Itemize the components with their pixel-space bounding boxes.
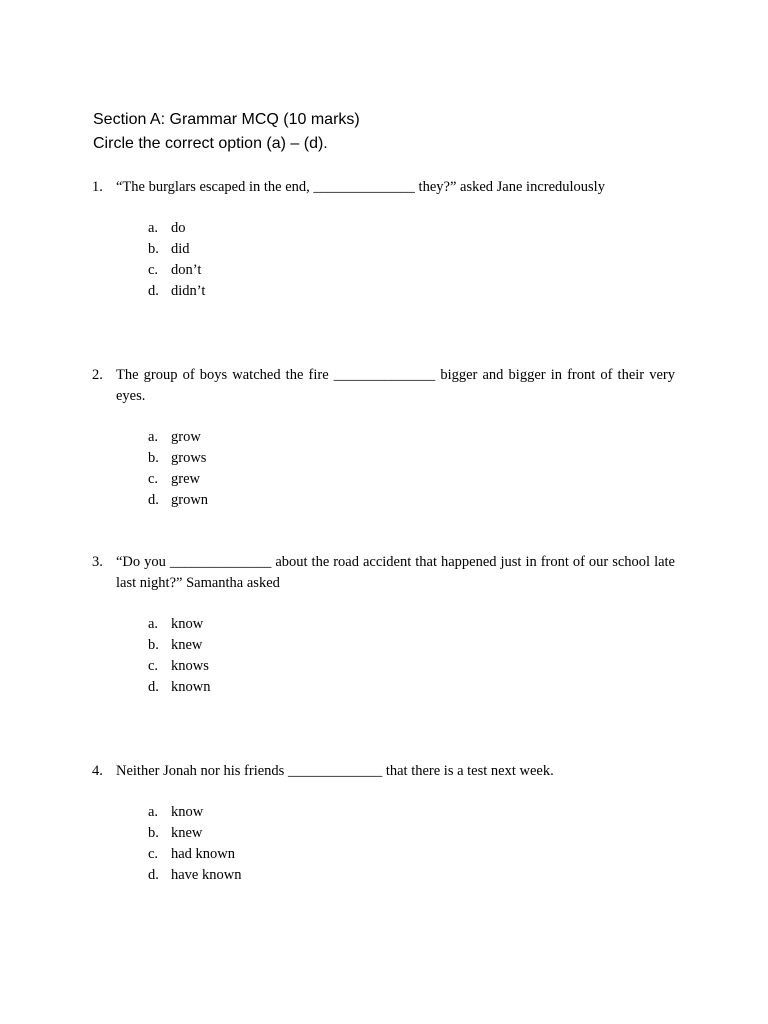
- option-letter: a.: [148, 220, 159, 236]
- option-text: know: [171, 616, 204, 632]
- option-letter: c.: [148, 658, 159, 674]
- option-text: don’t: [171, 262, 202, 278]
- question-text: “The burglars escaped in the end, ______________ they?” asked Jane incredulously: [116, 179, 605, 195]
- option-d[interactable]: [148, 865, 675, 886]
- option-b[interactable]: [148, 448, 675, 469]
- options-list: [92, 802, 675, 886]
- option-d[interactable]: [148, 281, 675, 302]
- options-list: [92, 427, 675, 511]
- options-list: [92, 614, 675, 698]
- option-letter: b.: [148, 241, 159, 257]
- question-3: [92, 552, 675, 698]
- option-letter: b.: [148, 825, 159, 841]
- option-text: do: [171, 220, 186, 236]
- question-number: 1.: [92, 179, 103, 195]
- options-list: [92, 218, 675, 302]
- option-letter: d.: [148, 679, 159, 695]
- option-d[interactable]: [148, 490, 675, 511]
- question-text: Neither Jonah nor his friends _____________ that there is a test next week.: [116, 763, 554, 779]
- question-stem: [92, 761, 675, 782]
- option-letter: a.: [148, 804, 159, 820]
- option-c[interactable]: [148, 656, 675, 677]
- question-stem: [92, 552, 675, 594]
- option-text: grew: [171, 471, 200, 487]
- question-number: 3.: [92, 554, 103, 570]
- option-text: knew: [171, 637, 203, 653]
- option-text: did: [171, 241, 190, 257]
- section-instruction: Circle the correct option (a) – (d).: [93, 135, 328, 152]
- section-heading: [93, 108, 360, 156]
- option-letter: d.: [148, 492, 159, 508]
- question-text: The group of boys watched the fire ______________ bigger and bigger in front of their very eyes.: [116, 367, 675, 404]
- option-text: grow: [171, 429, 201, 445]
- option-text: known: [171, 679, 211, 695]
- option-letter: a.: [148, 616, 159, 632]
- question-number: 4.: [92, 763, 103, 779]
- option-text: grows: [171, 450, 207, 466]
- question-stem: [92, 365, 675, 407]
- option-text: know: [171, 804, 204, 820]
- question-stem: [92, 177, 675, 198]
- option-letter: d.: [148, 283, 159, 299]
- option-letter: a.: [148, 429, 159, 445]
- option-a[interactable]: [148, 218, 675, 239]
- option-b[interactable]: [148, 239, 675, 260]
- option-letter: c.: [148, 846, 159, 862]
- option-a[interactable]: [148, 614, 675, 635]
- question-text: “Do you ______________ about the road accident that happened just in front of our school late last night?” Samantha asked: [116, 554, 675, 591]
- option-text: had known: [171, 846, 236, 862]
- option-c[interactable]: [148, 469, 675, 490]
- option-letter: c.: [148, 471, 159, 487]
- option-text: grown: [171, 492, 209, 508]
- option-c[interactable]: [148, 844, 675, 865]
- option-d[interactable]: [148, 677, 675, 698]
- option-letter: b.: [148, 637, 159, 653]
- question-number: 2.: [92, 367, 103, 383]
- section-title: Section A: Grammar MCQ (10 marks): [93, 111, 360, 128]
- option-a[interactable]: [148, 802, 675, 823]
- option-c[interactable]: [148, 260, 675, 281]
- option-letter: b.: [148, 450, 159, 466]
- option-text: knew: [171, 825, 203, 841]
- question-2: [92, 365, 675, 511]
- question-4: [92, 761, 675, 886]
- option-letter: d.: [148, 867, 159, 883]
- option-text: didn’t: [171, 283, 206, 299]
- question-1: [92, 177, 675, 302]
- option-text: knows: [171, 658, 209, 674]
- option-b[interactable]: [148, 635, 675, 656]
- option-letter: c.: [148, 262, 159, 278]
- option-b[interactable]: [148, 823, 675, 844]
- option-text: have known: [171, 867, 242, 883]
- option-a[interactable]: [148, 427, 675, 448]
